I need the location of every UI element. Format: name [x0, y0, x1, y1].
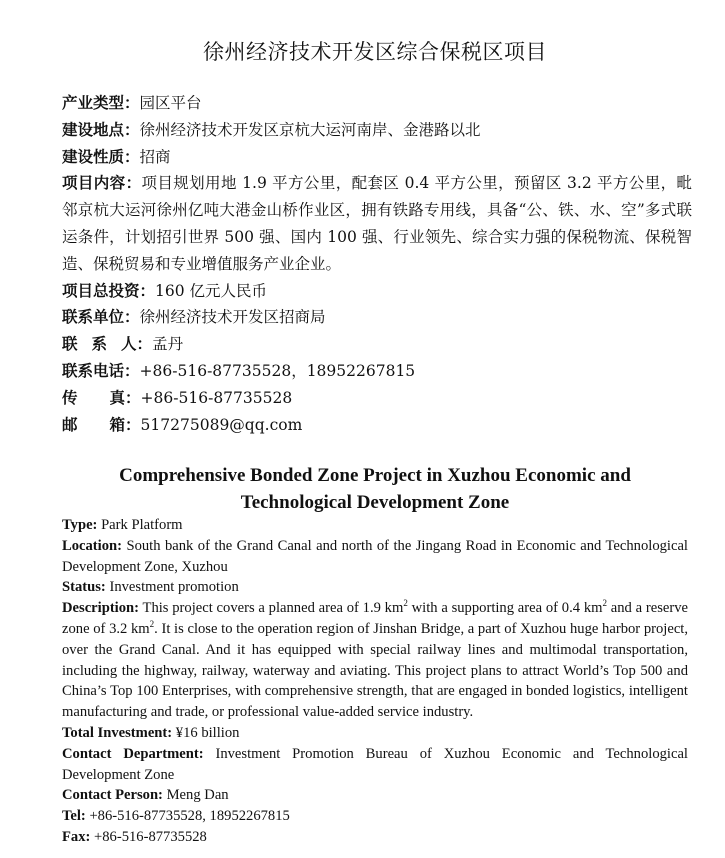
colon: ： [124, 146, 140, 166]
colon: ： [124, 119, 140, 139]
cn-type-row [62, 90, 692, 117]
label-char: 箱 [109, 414, 126, 434]
cn-content-value: 项目规划用地 1.9 平方公里，配套区 0.4 平方公里，预留区 3.2 平方公里，毗邻京杭大运河徐州亿吨大港金山桥作业区，拥有铁路专用线，具备“公、铁、水、空”多式联运条件，计划招引世界 500 强、国内 100 强、行业领先、综合实力强的保税物流、保税智造、保税贸易和专业增值服务产业企业。 [62, 174, 692, 273]
cn-investment-value: 160 亿元人民币 [155, 281, 268, 300]
en-tel-value: +86-516-87735528, 18952267815 [89, 808, 290, 825]
en-description-text: with a supporting area of 0.4 km [407, 600, 603, 617]
superscript: 2 [602, 598, 607, 609]
cn-unit-value: 徐州经济技术开发区招商局 [139, 308, 326, 327]
en-department-row [62, 744, 688, 786]
colon: ： [125, 414, 141, 434]
en-fax-value: +86-516-87735528 [94, 828, 207, 845]
label-char: 传 [62, 387, 78, 407]
cn-fax-label [62, 388, 125, 407]
label-char: 系 [91, 334, 108, 354]
en-description-row [62, 598, 688, 723]
en-description-text: . It is close to the operation region of Jinshan Bridge, a part of Xuzhou huge harbor project, over the Grand Canal. And it has equipped with special railway lines and multimodal transportation, including the highway, railway, waterway and aviating. This project plans to attract World’s Top 500 and China’s Top 100 Enterprises, with comprehensive strength, that are engaged in bonded logistics, intelligent manufacturing and trade, or professional value-added service industry. [62, 620, 688, 721]
cn-investment-label: 项目总投资 [62, 280, 140, 300]
en-department-value: Investment Promotion Bureau of Xuzhou Economic and Technological Development Zone [62, 745, 688, 783]
cn-investment-row [62, 278, 692, 305]
en-status-label: Status: [62, 579, 106, 596]
cn-email-value: 517275089@qq.com [140, 415, 303, 434]
cn-unit-label: 联系单位 [62, 307, 125, 327]
cn-status-label: 建设性质 [62, 146, 125, 166]
colon: ： [124, 93, 140, 112]
en-person-value: Meng Dan [166, 787, 229, 804]
english-section [62, 515, 688, 848]
en-tel-row [62, 806, 688, 827]
cn-phone-value: +86-516-87735528，18952267815 [139, 361, 416, 380]
en-location-row [62, 536, 688, 578]
en-investment-value: ¥16 billion [175, 724, 240, 741]
cn-fax-row [62, 385, 692, 412]
en-person-label: Contact Person: [62, 787, 163, 804]
cn-email-row [62, 412, 692, 439]
en-tel-label: Tel: [62, 808, 86, 825]
en-location-label: Location: [62, 537, 122, 554]
cn-type-value: 园区平台 [139, 94, 202, 112]
cn-phone-label: 联系电话 [62, 360, 125, 380]
superscript: 2 [149, 618, 155, 629]
en-investment-label: Total Investment: [62, 724, 173, 741]
label-char: 联 [62, 334, 78, 354]
en-type-value: Park Platform [101, 517, 183, 533]
cn-location-value: 徐州经济技术开发区京杭大运河南岸、金港路以北 [139, 120, 481, 139]
cn-type-label: 产业类型 [62, 93, 125, 112]
colon: ： [124, 307, 140, 327]
en-status-row [62, 577, 688, 598]
cn-status-value: 招商 [139, 147, 171, 166]
colon: ： [136, 334, 153, 354]
cn-person-row [62, 331, 692, 358]
chinese-section [62, 90, 692, 438]
label-char: 人 [121, 334, 137, 354]
cn-content-row [62, 170, 692, 277]
cn-status-row [62, 144, 692, 171]
colon: ： [125, 387, 141, 407]
english-title: Comprehensive Bonded Zone Project in Xuzhou Economic and Technological Development Zone [119, 465, 631, 513]
en-fax-label: Fax: [62, 828, 91, 845]
colon: ： [139, 280, 156, 300]
cn-email-label [62, 415, 125, 434]
cn-person-label [62, 334, 137, 353]
en-type-label: Type: [62, 517, 98, 533]
en-description-text: and a reserve zone of 3.2 km [62, 600, 688, 637]
cn-phone-row [62, 358, 692, 385]
colon: ： [125, 173, 142, 193]
label-char: 邮 [62, 414, 78, 434]
cn-person-value: 孟丹 [152, 335, 184, 354]
cn-unit-row [62, 304, 692, 331]
cn-location-label: 建设地点 [62, 119, 125, 139]
en-fax-row [62, 827, 688, 848]
label-char: 真 [109, 387, 126, 407]
en-description-label: Description: [62, 600, 140, 617]
superscript: 2 [403, 598, 408, 609]
en-person-row [62, 785, 688, 806]
en-status-value: Investment promotion [109, 579, 239, 596]
en-type-row [62, 515, 688, 536]
cn-location-row [62, 117, 692, 144]
en-investment-row [62, 723, 688, 744]
cn-fax-value: +86-516-87735528 [140, 388, 293, 407]
en-location-value: South bank of the Grand Canal and north of the Jingang Road in Economic and Technological Development Zone, Xuzhou [62, 537, 688, 575]
chinese-title: 徐州经济技术开发区综合保税区项目 [203, 40, 547, 64]
en-description-text: This project covers a planned area of 1.9 km [142, 600, 404, 617]
en-department-label: Contact Department: [62, 745, 204, 762]
cn-content-label: 项目内容 [62, 173, 126, 193]
colon: ： [124, 360, 140, 380]
